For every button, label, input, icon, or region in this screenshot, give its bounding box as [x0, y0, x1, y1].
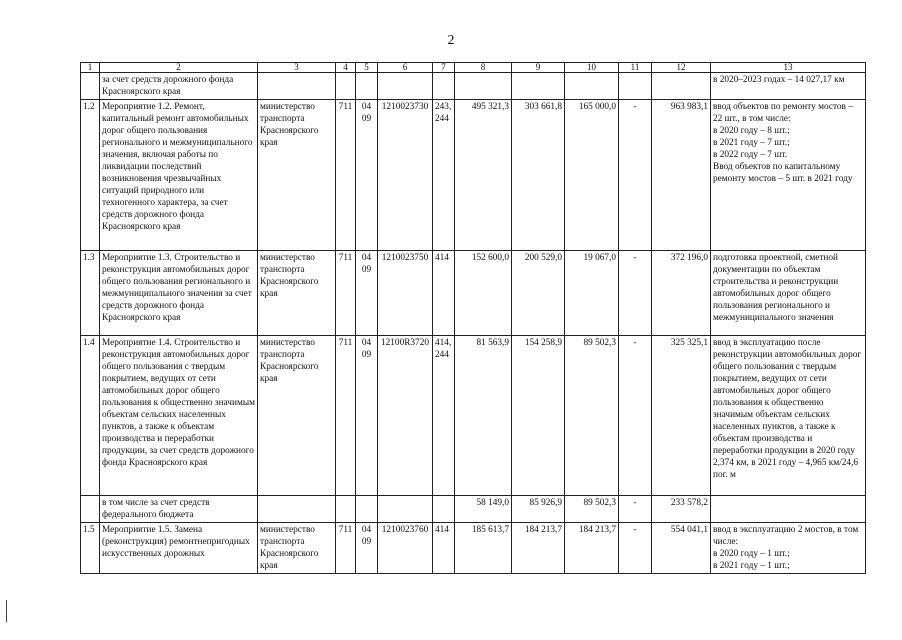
- table-cell: 200 529,0: [512, 251, 565, 336]
- table-cell: Мероприятие 1.2. Ремонт, капитальный ремонт автомобильных дорог общего пользования регионального и межмуниципального значения, включая работы по ликвидации последствий возникновения чрезвычайных ситуаций природного или техногенного характера, за счет средств дорожного фонда Красноярского края: [100, 100, 258, 251]
- column-number-cell: 10: [565, 63, 619, 73]
- column-number-cell: 2: [100, 63, 258, 73]
- column-number-cell: 6: [378, 63, 433, 73]
- table-cell: ввод объектов по ремонту мостов – 22 шт., в том числе: в 2020 году – 8 шт.; в 2021 году – 7 шт.; в 2022 году – 7 шт. Ввод объектов по капитальному ремонту мостов – 5 шт. в 2021 году: [711, 100, 866, 251]
- table-cell: 04 09: [356, 251, 378, 336]
- program-table: [80, 62, 866, 574]
- table-cell: 184 213,7: [565, 523, 619, 574]
- table-cell: Мероприятие 1.5. Замена (реконструкция) ремонтнепригодных искусственных дорожных: [100, 523, 258, 574]
- table-cell: 04 09: [356, 336, 378, 496]
- table-cell: 495 321,3: [455, 100, 512, 251]
- table-cell: 414: [433, 251, 455, 336]
- margin-mark: [6, 600, 7, 622]
- table-cell: 19 067,0: [565, 251, 619, 336]
- table-cell: Мероприятие 1.4. Строительство и реконструкция автомобильных дорог общего пользования с твердым покрытием, ведущих от сети автомобильных дорог общего пользования к общественно значимым объектам сельских населенных пунктов, а также к объектам производства и переработки продукции, за счет средств дорожного фонда Красноярского края: [100, 336, 258, 496]
- table-cell: 303 661,8: [512, 100, 565, 251]
- table-cell: [378, 73, 433, 100]
- column-number-cell: 3: [258, 63, 336, 73]
- table-cell: 1.4: [81, 336, 100, 496]
- table-cell: Мероприятие 1.3. Строительство и реконструкция автомобильных дорог общего пользования регионального и межмуниципального значения за счет средств дорожного фонда Красноярского края: [100, 251, 258, 336]
- table-cell: 04 09: [356, 100, 378, 251]
- table-cell: министерство транспорта Красноярского края: [258, 100, 336, 251]
- table-cell: 233 578,2: [652, 496, 711, 523]
- table-cell: 85 926,9: [512, 496, 565, 523]
- column-number-cell: 5: [356, 63, 378, 73]
- table-cell: 184 213,7: [512, 523, 565, 574]
- table-cell: [711, 496, 866, 523]
- table-cell: министерство транспорта Красноярского края: [258, 336, 336, 496]
- table-cell: -: [619, 496, 652, 523]
- table-cell: 325 325,1: [652, 336, 711, 496]
- table-cell: 165 000,0: [565, 100, 619, 251]
- table-cell: за счет средств дорожного фонда Красноярского края: [100, 73, 258, 100]
- table-cell: в том числе за счет средств федерального бюджета: [100, 496, 258, 523]
- column-number-cell: 11: [619, 63, 652, 73]
- column-number-cell: 13: [711, 63, 866, 73]
- table-row: [81, 523, 866, 574]
- table-cell: ввод в эксплуатацию после реконструкции автомобильных дорог общего пользования с твердым покрытием, ведущих от сети автомобильных дорог общего пользования к общественно значимым объектам сельских населенных пунктов, а также к объектам производства и переработки продукции в 2020 году 2,374 км, в 2021 году – 4,965 км/24,6 пог. м: [711, 336, 866, 496]
- table-cell: 414, 244: [433, 336, 455, 496]
- table-cell: 414: [433, 523, 455, 574]
- table-cell: 711: [336, 100, 356, 251]
- header-row: [81, 63, 866, 73]
- table-cell: 711: [336, 251, 356, 336]
- table-row: [81, 100, 866, 251]
- table-cell: 372 196,0: [652, 251, 711, 336]
- table-cell: 711: [336, 523, 356, 574]
- table-cell: [652, 73, 711, 100]
- table-cell: [356, 496, 378, 523]
- table-cell: 1210023730: [378, 100, 433, 251]
- table-cell: 1.2: [81, 100, 100, 251]
- table-cell: [81, 496, 100, 523]
- table-cell: 81 563,9: [455, 336, 512, 496]
- table-cell: [565, 73, 619, 100]
- column-number-cell: 4: [336, 63, 356, 73]
- table-cell: -: [619, 336, 652, 496]
- column-number-cell: 1: [81, 63, 100, 73]
- table-cell: 04 09: [356, 523, 378, 574]
- table-cell: 154 258,9: [512, 336, 565, 496]
- table-cell: -: [619, 251, 652, 336]
- table-row: [81, 73, 866, 100]
- table-cell: 1210023750: [378, 251, 433, 336]
- table-cell: [378, 496, 433, 523]
- table-cell: 152 600,0: [455, 251, 512, 336]
- table-cell: подготовка проектной, сметной документации по объектам строительства и реконструкции автомобильных дорог общего пользования регионального и межмуниципального значения: [711, 251, 866, 336]
- table-cell: 243, 244: [433, 100, 455, 251]
- table-cell: министерство транспорта Красноярского края: [258, 523, 336, 574]
- table-cell: в 2020–2023 годах – 14 027,17 км: [711, 73, 866, 100]
- table-cell: 1.5: [81, 523, 100, 574]
- table-row: [81, 336, 866, 496]
- table-cell: 89 502,3: [565, 336, 619, 496]
- table-cell: -: [619, 100, 652, 251]
- column-number-cell: 8: [455, 63, 512, 73]
- table-cell: 58 149,0: [455, 496, 512, 523]
- table-row: [81, 251, 866, 336]
- table-cell: 89 502,3: [565, 496, 619, 523]
- table-cell: 711: [336, 336, 356, 496]
- table-cell: [433, 73, 455, 100]
- table-cell: [258, 73, 336, 100]
- table-cell: [336, 496, 356, 523]
- table-cell: [433, 496, 455, 523]
- table-cell: [81, 73, 100, 100]
- table-cell: [619, 73, 652, 100]
- table-cell: [356, 73, 378, 100]
- table-cell: [336, 73, 356, 100]
- table-cell: 554 041,1: [652, 523, 711, 574]
- table-cell: [512, 73, 565, 100]
- page-number: 2: [447, 33, 455, 48]
- table-cell: [258, 496, 336, 523]
- column-number-cell: 12: [652, 63, 711, 73]
- table-cell: министерство транспорта Красноярского края: [258, 251, 336, 336]
- column-number-cell: 9: [512, 63, 565, 73]
- table-cell: ввод в эксплуатацию 2 мостов, в том числе: в 2020 году – 1 шт.; в 2021 году – 1 шт.;: [711, 523, 866, 574]
- table-cell: 963 983,1: [652, 100, 711, 251]
- table-cell: [455, 73, 512, 100]
- table-cell: -: [619, 523, 652, 574]
- table-cell: 1.3: [81, 251, 100, 336]
- column-number-cell: 7: [433, 63, 455, 73]
- table-cell: 12100R3720: [378, 336, 433, 496]
- table-cell: 185 613,7: [455, 523, 512, 574]
- table-row: [81, 496, 866, 523]
- table-cell: 1210023760: [378, 523, 433, 574]
